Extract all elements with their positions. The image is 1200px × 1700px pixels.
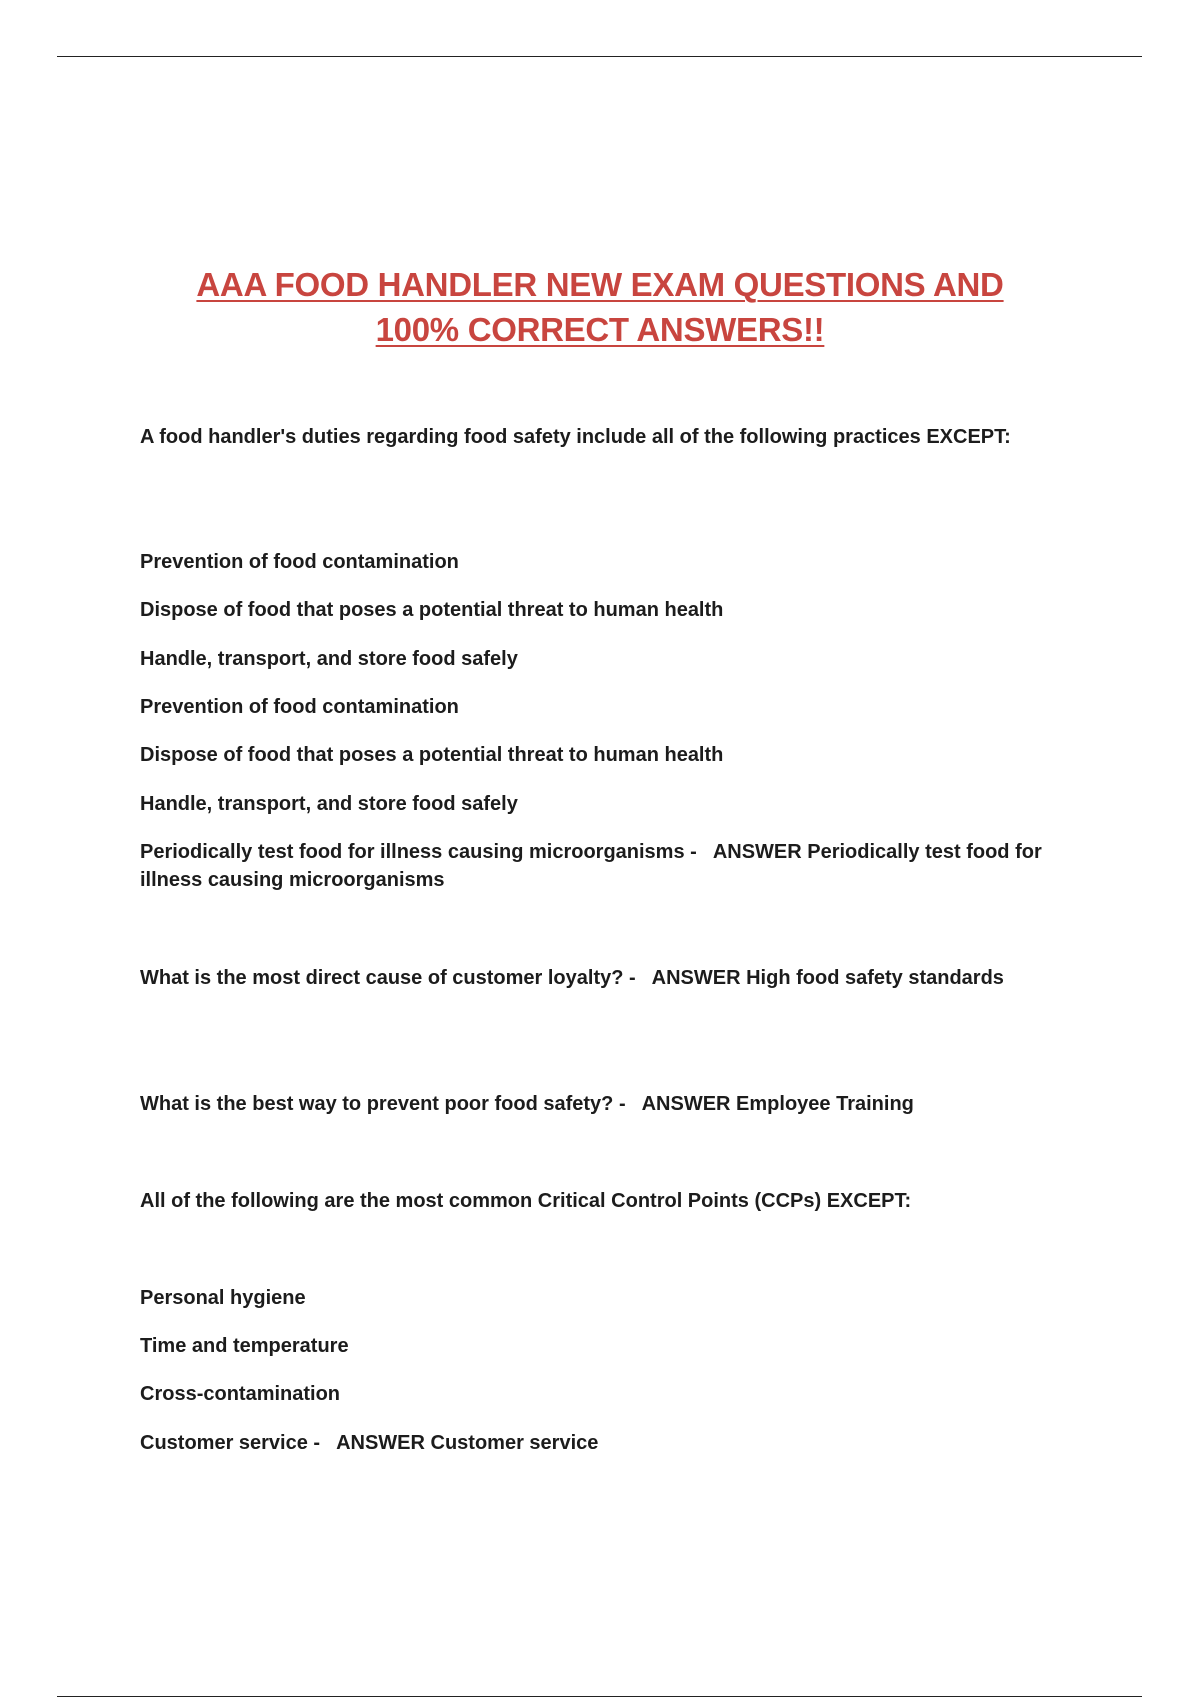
question-3-text: What is the best way to prevent poor food safety? - — [140, 1093, 626, 1115]
q3-answer: ANSWER Employee Training — [641, 1093, 914, 1115]
q2-answer: ANSWER High food safety standards — [651, 967, 1004, 989]
q4-answer: ANSWER Customer service — [336, 1432, 599, 1454]
q1-option-1: Prevention of food contamination — [140, 551, 459, 573]
question-1-text: A food handler's duties regarding food safety include all of the following practices EXCEPT: — [140, 426, 1011, 448]
title-line-1: AAA FOOD HANDLER NEW EXAM QUESTIONS AND — [196, 266, 1004, 303]
q1-option-4: Prevention of food contamination — [140, 696, 459, 718]
top-rule — [57, 56, 1142, 57]
document-title — [100, 262, 1100, 352]
question-4-text: All of the following are the most common Critical Control Points (CCPs) EXCEPT: — [140, 1190, 912, 1212]
q4-option-1: Personal hygiene — [140, 1287, 306, 1309]
q4-option-3: Cross-contamination — [140, 1383, 341, 1405]
q1-option-7: Periodically test food for illness causing microorganisms - — [140, 841, 697, 863]
bottom-rule — [57, 1696, 1142, 1697]
q4-option-2: Time and temperature — [140, 1335, 349, 1357]
q4-final-option-with-answer — [140, 1429, 1060, 1457]
q1-answer: ANSWER Periodically test food for illness causing microorganisms — [140, 841, 1042, 891]
q1-option-6: Handle, transport, and store food safely — [140, 793, 518, 815]
q1-option-2: Dispose of food that poses a potential threat to human health — [140, 599, 724, 621]
title-line-2: 100% CORRECT ANSWERS!! — [375, 311, 825, 348]
q1-option-3: Handle, transport, and store food safely — [140, 648, 518, 670]
q1-final-option-with-answer — [140, 838, 1060, 894]
q1-option-5: Dispose of food that poses a potential threat to human health — [140, 744, 724, 766]
q4-option-4: Customer service - — [140, 1432, 321, 1454]
question-2 — [140, 964, 1060, 992]
question-3 — [140, 1090, 1060, 1118]
question-2-text: What is the most direct cause of customer loyalty? - — [140, 967, 636, 989]
